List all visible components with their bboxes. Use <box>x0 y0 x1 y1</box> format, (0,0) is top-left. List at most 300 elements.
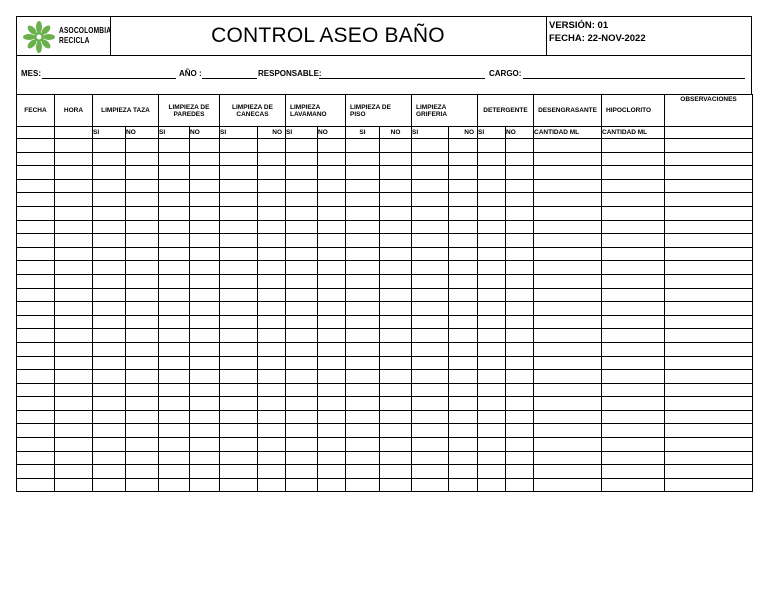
table-cell[interactable] <box>318 410 346 424</box>
table-cell[interactable] <box>55 274 93 288</box>
table-cell[interactable] <box>55 139 93 153</box>
table-cell[interactable] <box>506 206 534 220</box>
table-cell[interactable] <box>506 274 534 288</box>
table-cell[interactable] <box>318 329 346 343</box>
table-cell[interactable] <box>17 356 55 370</box>
table-cell[interactable] <box>286 356 318 370</box>
table-cell[interactable] <box>346 342 380 356</box>
anio-field[interactable] <box>202 78 257 79</box>
table-cell[interactable] <box>126 152 159 166</box>
table-cell[interactable] <box>190 315 220 329</box>
table-cell[interactable] <box>665 179 753 193</box>
table-cell[interactable] <box>380 179 412 193</box>
table-cell[interactable] <box>412 179 449 193</box>
table-cell[interactable] <box>318 315 346 329</box>
table-cell[interactable] <box>506 370 534 384</box>
table-cell[interactable] <box>412 424 449 438</box>
table-cell[interactable] <box>55 234 93 248</box>
table-cell[interactable] <box>55 356 93 370</box>
table-cell[interactable] <box>380 342 412 356</box>
table-cell[interactable] <box>220 152 258 166</box>
table-cell[interactable] <box>534 193 602 207</box>
table-cell[interactable] <box>17 193 55 207</box>
table-cell[interactable] <box>126 370 159 384</box>
table-cell[interactable] <box>346 288 380 302</box>
table-cell[interactable] <box>17 220 55 234</box>
table-cell[interactable] <box>55 465 93 479</box>
table-cell[interactable] <box>346 247 380 261</box>
table-cell[interactable] <box>190 288 220 302</box>
table-cell[interactable] <box>220 370 258 384</box>
table-cell[interactable] <box>318 179 346 193</box>
table-cell[interactable] <box>602 478 665 492</box>
table-cell[interactable] <box>449 451 478 465</box>
table-cell[interactable] <box>286 261 318 275</box>
table-cell[interactable] <box>17 139 55 153</box>
table-cell[interactable] <box>380 288 412 302</box>
table-cell[interactable] <box>93 247 126 261</box>
table-cell[interactable] <box>380 438 412 452</box>
table-cell[interactable] <box>380 424 412 438</box>
table-cell[interactable] <box>506 288 534 302</box>
table-cell[interactable] <box>190 206 220 220</box>
table-cell[interactable] <box>665 329 753 343</box>
table-cell[interactable] <box>478 315 506 329</box>
table-cell[interactable] <box>93 342 126 356</box>
table-cell[interactable] <box>55 179 93 193</box>
table-cell[interactable] <box>380 152 412 166</box>
table-cell[interactable] <box>93 139 126 153</box>
table-cell[interactable] <box>478 329 506 343</box>
table-cell[interactable] <box>258 329 286 343</box>
table-cell[interactable] <box>126 274 159 288</box>
table-cell[interactable] <box>93 274 126 288</box>
table-cell[interactable] <box>17 152 55 166</box>
table-cell[interactable] <box>93 179 126 193</box>
table-cell[interactable] <box>380 220 412 234</box>
table-cell[interactable] <box>55 315 93 329</box>
table-cell[interactable] <box>506 465 534 479</box>
table-cell[interactable] <box>318 166 346 180</box>
table-cell[interactable] <box>220 220 258 234</box>
table-cell[interactable] <box>17 424 55 438</box>
table-cell[interactable] <box>380 356 412 370</box>
table-cell[interactable] <box>159 261 190 275</box>
table-cell[interactable] <box>286 383 318 397</box>
table-cell[interactable] <box>665 288 753 302</box>
table-cell[interactable] <box>665 315 753 329</box>
table-cell[interactable] <box>346 370 380 384</box>
table-cell[interactable] <box>93 302 126 316</box>
table-cell[interactable] <box>55 193 93 207</box>
table-cell[interactable] <box>412 465 449 479</box>
table-cell[interactable] <box>190 220 220 234</box>
table-cell[interactable] <box>190 329 220 343</box>
table-cell[interactable] <box>380 397 412 411</box>
table-cell[interactable] <box>665 342 753 356</box>
table-cell[interactable] <box>449 438 478 452</box>
table-cell[interactable] <box>506 234 534 248</box>
table-cell[interactable] <box>380 465 412 479</box>
table-cell[interactable] <box>380 383 412 397</box>
table-cell[interactable] <box>318 193 346 207</box>
table-cell[interactable] <box>665 274 753 288</box>
table-cell[interactable] <box>190 465 220 479</box>
table-cell[interactable] <box>665 152 753 166</box>
table-cell[interactable] <box>318 261 346 275</box>
table-cell[interactable] <box>93 152 126 166</box>
table-cell[interactable] <box>665 410 753 424</box>
table-cell[interactable] <box>412 288 449 302</box>
table-cell[interactable] <box>93 397 126 411</box>
table-cell[interactable] <box>665 383 753 397</box>
table-cell[interactable] <box>478 424 506 438</box>
table-cell[interactable] <box>17 206 55 220</box>
table-cell[interactable] <box>380 302 412 316</box>
table-cell[interactable] <box>17 451 55 465</box>
table-cell[interactable] <box>534 288 602 302</box>
table-cell[interactable] <box>55 370 93 384</box>
table-cell[interactable] <box>258 166 286 180</box>
table-cell[interactable] <box>159 342 190 356</box>
table-cell[interactable] <box>220 206 258 220</box>
table-cell[interactable] <box>665 302 753 316</box>
table-cell[interactable] <box>318 478 346 492</box>
table-cell[interactable] <box>55 329 93 343</box>
table-cell[interactable] <box>449 139 478 153</box>
table-cell[interactable] <box>17 329 55 343</box>
table-cell[interactable] <box>665 397 753 411</box>
table-cell[interactable] <box>534 342 602 356</box>
table-cell[interactable] <box>412 451 449 465</box>
table-cell[interactable] <box>93 166 126 180</box>
table-cell[interactable] <box>665 193 753 207</box>
table-cell[interactable] <box>159 370 190 384</box>
table-cell[interactable] <box>190 342 220 356</box>
table-cell[interactable] <box>55 451 93 465</box>
table-cell[interactable] <box>665 247 753 261</box>
table-cell[interactable] <box>449 383 478 397</box>
table-cell[interactable] <box>159 234 190 248</box>
table-cell[interactable] <box>412 139 449 153</box>
table-cell[interactable] <box>602 234 665 248</box>
table-cell[interactable] <box>318 465 346 479</box>
table-cell[interactable] <box>665 465 753 479</box>
table-cell[interactable] <box>17 370 55 384</box>
table-cell[interactable] <box>93 261 126 275</box>
table-cell[interactable] <box>449 315 478 329</box>
table-cell[interactable] <box>602 356 665 370</box>
table-cell[interactable] <box>17 383 55 397</box>
table-cell[interactable] <box>258 356 286 370</box>
table-cell[interactable] <box>286 424 318 438</box>
table-cell[interactable] <box>665 234 753 248</box>
table-cell[interactable] <box>602 139 665 153</box>
table-cell[interactable] <box>190 179 220 193</box>
table-cell[interactable] <box>665 370 753 384</box>
table-cell[interactable] <box>449 329 478 343</box>
table-cell[interactable] <box>126 397 159 411</box>
table-cell[interactable] <box>126 465 159 479</box>
table-cell[interactable] <box>220 274 258 288</box>
table-cell[interactable] <box>93 329 126 343</box>
table-cell[interactable] <box>506 193 534 207</box>
table-cell[interactable] <box>602 438 665 452</box>
table-cell[interactable] <box>534 315 602 329</box>
table-cell[interactable] <box>380 370 412 384</box>
table-cell[interactable] <box>412 234 449 248</box>
table-cell[interactable] <box>318 342 346 356</box>
table-cell[interactable] <box>346 220 380 234</box>
table-cell[interactable] <box>380 234 412 248</box>
table-cell[interactable] <box>534 438 602 452</box>
table-cell[interactable] <box>478 397 506 411</box>
table-cell[interactable] <box>449 220 478 234</box>
table-cell[interactable] <box>190 152 220 166</box>
table-cell[interactable] <box>478 166 506 180</box>
table-cell[interactable] <box>318 370 346 384</box>
table-cell[interactable] <box>126 410 159 424</box>
table-cell[interactable] <box>126 166 159 180</box>
table-cell[interactable] <box>55 342 93 356</box>
table-cell[interactable] <box>318 139 346 153</box>
table-cell[interactable] <box>190 247 220 261</box>
table-cell[interactable] <box>478 438 506 452</box>
table-cell[interactable] <box>665 438 753 452</box>
table-cell[interactable] <box>286 274 318 288</box>
table-cell[interactable] <box>258 451 286 465</box>
table-cell[interactable] <box>17 179 55 193</box>
table-cell[interactable] <box>93 206 126 220</box>
table-cell[interactable] <box>478 465 506 479</box>
table-cell[interactable] <box>534 206 602 220</box>
table-cell[interactable] <box>258 438 286 452</box>
table-cell[interactable] <box>220 410 258 424</box>
table-cell[interactable] <box>220 234 258 248</box>
table-cell[interactable] <box>190 166 220 180</box>
table-cell[interactable] <box>318 274 346 288</box>
table-cell[interactable] <box>220 397 258 411</box>
table-cell[interactable] <box>258 234 286 248</box>
table-cell[interactable] <box>126 315 159 329</box>
table-cell[interactable] <box>55 261 93 275</box>
table-cell[interactable] <box>346 383 380 397</box>
table-cell[interactable] <box>506 247 534 261</box>
responsable-field[interactable] <box>319 78 485 79</box>
table-cell[interactable] <box>449 424 478 438</box>
table-cell[interactable] <box>190 410 220 424</box>
table-cell[interactable] <box>93 438 126 452</box>
table-cell[interactable] <box>346 424 380 438</box>
table-cell[interactable] <box>346 478 380 492</box>
table-cell[interactable] <box>159 383 190 397</box>
table-cell[interactable] <box>286 315 318 329</box>
table-cell[interactable] <box>412 220 449 234</box>
table-cell[interactable] <box>93 370 126 384</box>
table-cell[interactable] <box>380 193 412 207</box>
table-cell[interactable] <box>534 234 602 248</box>
table-cell[interactable] <box>602 397 665 411</box>
table-cell[interactable] <box>93 424 126 438</box>
table-cell[interactable] <box>380 329 412 343</box>
table-cell[interactable] <box>478 342 506 356</box>
table-cell[interactable] <box>93 410 126 424</box>
table-cell[interactable] <box>159 220 190 234</box>
table-cell[interactable] <box>220 342 258 356</box>
table-cell[interactable] <box>602 274 665 288</box>
table-cell[interactable] <box>346 193 380 207</box>
table-cell[interactable] <box>602 220 665 234</box>
table-cell[interactable] <box>534 274 602 288</box>
table-cell[interactable] <box>602 288 665 302</box>
table-cell[interactable] <box>449 410 478 424</box>
table-cell[interactable] <box>318 152 346 166</box>
table-cell[interactable] <box>220 451 258 465</box>
table-cell[interactable] <box>258 261 286 275</box>
table-cell[interactable] <box>534 451 602 465</box>
table-cell[interactable] <box>258 206 286 220</box>
table-cell[interactable] <box>190 274 220 288</box>
table-cell[interactable] <box>478 234 506 248</box>
table-cell[interactable] <box>159 302 190 316</box>
table-cell[interactable] <box>126 139 159 153</box>
table-cell[interactable] <box>93 220 126 234</box>
table-cell[interactable] <box>534 370 602 384</box>
table-cell[interactable] <box>55 410 93 424</box>
table-cell[interactable] <box>55 424 93 438</box>
table-cell[interactable] <box>602 247 665 261</box>
table-cell[interactable] <box>258 302 286 316</box>
table-cell[interactable] <box>220 356 258 370</box>
table-cell[interactable] <box>318 397 346 411</box>
table-cell[interactable] <box>534 139 602 153</box>
table-cell[interactable] <box>449 478 478 492</box>
table-cell[interactable] <box>220 315 258 329</box>
table-cell[interactable] <box>17 465 55 479</box>
table-cell[interactable] <box>93 193 126 207</box>
table-cell[interactable] <box>159 152 190 166</box>
table-cell[interactable] <box>159 247 190 261</box>
table-cell[interactable] <box>93 356 126 370</box>
table-cell[interactable] <box>449 179 478 193</box>
table-cell[interactable] <box>286 329 318 343</box>
table-cell[interactable] <box>380 247 412 261</box>
table-cell[interactable] <box>258 315 286 329</box>
table-cell[interactable] <box>506 329 534 343</box>
table-cell[interactable] <box>506 179 534 193</box>
table-cell[interactable] <box>478 220 506 234</box>
table-cell[interactable] <box>159 329 190 343</box>
table-cell[interactable] <box>478 193 506 207</box>
table-cell[interactable] <box>318 247 346 261</box>
table-cell[interactable] <box>220 166 258 180</box>
table-cell[interactable] <box>380 139 412 153</box>
table-cell[interactable] <box>220 193 258 207</box>
table-cell[interactable] <box>258 342 286 356</box>
table-cell[interactable] <box>318 220 346 234</box>
table-cell[interactable] <box>506 424 534 438</box>
table-cell[interactable] <box>286 152 318 166</box>
table-cell[interactable] <box>346 166 380 180</box>
table-cell[interactable] <box>126 234 159 248</box>
table-cell[interactable] <box>346 261 380 275</box>
table-cell[interactable] <box>126 329 159 343</box>
table-cell[interactable] <box>93 478 126 492</box>
table-cell[interactable] <box>17 274 55 288</box>
table-cell[interactable] <box>346 274 380 288</box>
table-cell[interactable] <box>126 179 159 193</box>
table-cell[interactable] <box>286 220 318 234</box>
table-cell[interactable] <box>220 302 258 316</box>
table-cell[interactable] <box>220 247 258 261</box>
table-cell[interactable] <box>258 152 286 166</box>
table-cell[interactable] <box>534 179 602 193</box>
table-cell[interactable] <box>17 261 55 275</box>
table-cell[interactable] <box>258 220 286 234</box>
table-cell[interactable] <box>93 288 126 302</box>
table-cell[interactable] <box>159 274 190 288</box>
table-cell[interactable] <box>55 478 93 492</box>
table-cell[interactable] <box>506 383 534 397</box>
table-cell[interactable] <box>449 152 478 166</box>
table-cell[interactable] <box>258 193 286 207</box>
table-cell[interactable] <box>220 179 258 193</box>
table-cell[interactable] <box>449 166 478 180</box>
table-cell[interactable] <box>412 206 449 220</box>
table-cell[interactable] <box>665 356 753 370</box>
table-cell[interactable] <box>412 383 449 397</box>
table-cell[interactable] <box>93 383 126 397</box>
table-cell[interactable] <box>55 397 93 411</box>
table-cell[interactable] <box>126 356 159 370</box>
table-cell[interactable] <box>220 139 258 153</box>
table-cell[interactable] <box>534 397 602 411</box>
table-cell[interactable] <box>286 397 318 411</box>
table-cell[interactable] <box>190 261 220 275</box>
table-cell[interactable] <box>478 247 506 261</box>
table-cell[interactable] <box>506 478 534 492</box>
table-cell[interactable] <box>190 424 220 438</box>
table-cell[interactable] <box>190 193 220 207</box>
table-cell[interactable] <box>534 424 602 438</box>
table-cell[interactable] <box>665 478 753 492</box>
table-cell[interactable] <box>159 451 190 465</box>
table-cell[interactable] <box>449 193 478 207</box>
table-cell[interactable] <box>665 206 753 220</box>
table-cell[interactable] <box>380 274 412 288</box>
table-cell[interactable] <box>506 397 534 411</box>
table-cell[interactable] <box>286 410 318 424</box>
table-cell[interactable] <box>665 220 753 234</box>
table-cell[interactable] <box>412 247 449 261</box>
table-cell[interactable] <box>126 261 159 275</box>
table-cell[interactable] <box>93 451 126 465</box>
table-cell[interactable] <box>506 302 534 316</box>
table-cell[interactable] <box>159 288 190 302</box>
table-cell[interactable] <box>17 397 55 411</box>
table-cell[interactable] <box>17 288 55 302</box>
table-cell[interactable] <box>534 465 602 479</box>
table-cell[interactable] <box>93 315 126 329</box>
table-cell[interactable] <box>506 451 534 465</box>
table-cell[interactable] <box>55 247 93 261</box>
table-cell[interactable] <box>190 383 220 397</box>
table-cell[interactable] <box>55 166 93 180</box>
table-cell[interactable] <box>55 206 93 220</box>
table-cell[interactable] <box>286 288 318 302</box>
table-cell[interactable] <box>449 342 478 356</box>
table-cell[interactable] <box>506 410 534 424</box>
